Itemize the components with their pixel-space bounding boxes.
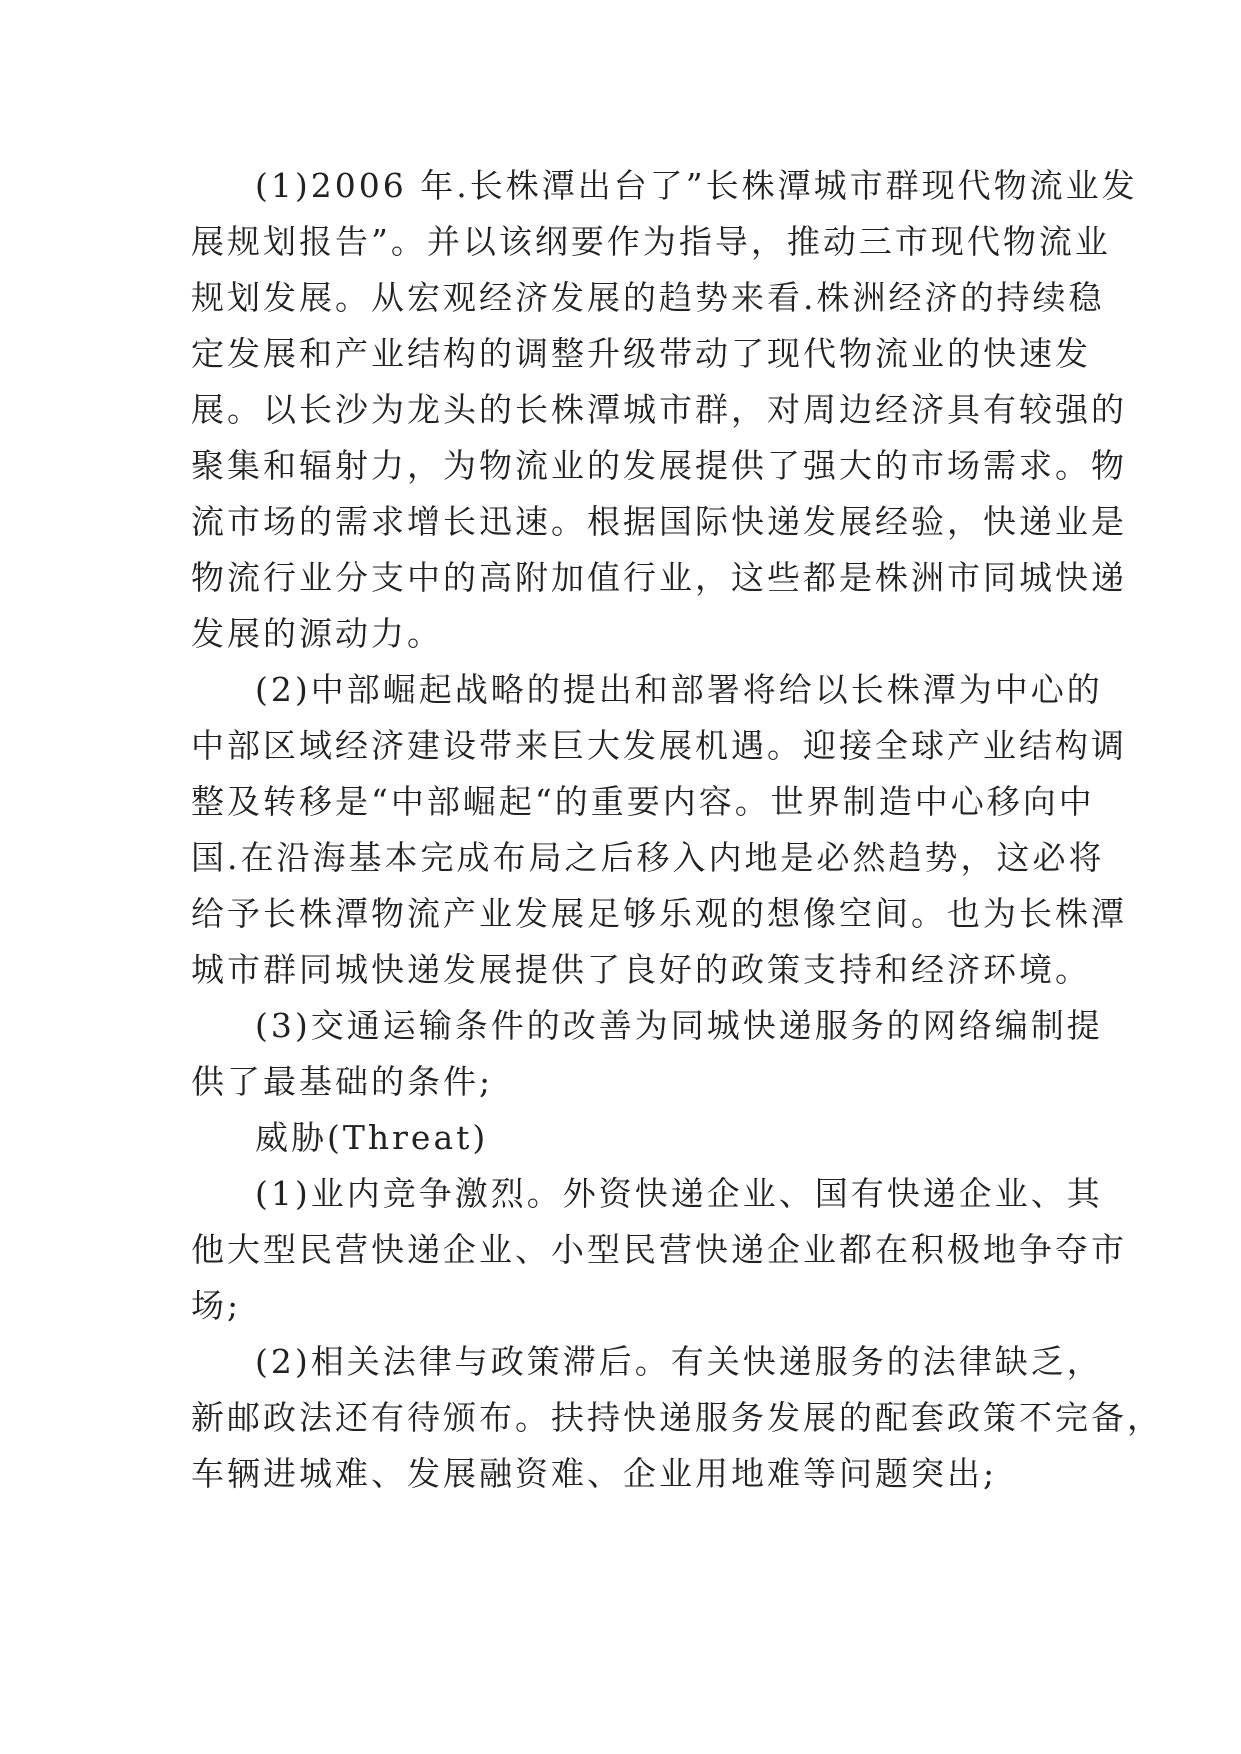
paragraph-threat-1	[191, 1166, 1127, 1334]
text-line: 物流行业分支中的高附加值行业，这些都是株洲市同城快递	[191, 558, 1127, 597]
text-line: 展规划报告”。并以该纲要作为指导，推动三市现代物流业	[191, 222, 1111, 261]
text-line: (2)中部崛起战略的提出和部署将给以长株潭为中心的	[255, 670, 1103, 709]
text-line: 整及转移是“中部崛起“的重要内容。世界制造中心移向中	[191, 782, 1095, 821]
paragraph-opportunity-2	[191, 662, 1127, 998]
text-line: 定发展和产业结构的调整升级带动了现代物流业的快速发	[191, 334, 1091, 373]
text-line: 城市群同城快递发展提供了良好的政策支持和经济环境。	[191, 950, 1091, 989]
paragraph-opportunity-1	[191, 158, 1138, 662]
text-line: (1)业内竞争激烈。外资快递企业、国有快递企业、其	[255, 1174, 1103, 1213]
text-line: 他大型民营快递企业、小型民营快递企业都在积极地争夺市	[191, 1230, 1127, 1269]
text-line: 流市场的需求增长迅速。根据国际快递发展经验，快递业是	[191, 502, 1127, 541]
text-line: (1)2006 年.长株潭出台了”长株潭城市群现代物流业发	[255, 166, 1138, 205]
text-line: 发展的源动力。	[191, 614, 443, 653]
text-line: 新邮政法还有待颁布。扶持快递服务发展的配套政策不完备，	[191, 1398, 1163, 1437]
text-line: 展。以长沙为龙头的长株潭城市群，对周边经济具有较强的	[191, 390, 1127, 429]
text-line: 威胁(Threat)	[255, 1118, 489, 1157]
text-line: 给予长株潭物流产业发展足够乐观的想像空间。也为长株潭	[191, 894, 1127, 933]
text-line: (2)相关法律与政策滞后。有关快递服务的法律缺乏，	[255, 1342, 1103, 1381]
document-body	[191, 158, 1163, 1502]
text-line: 车辆进城难、发展融资难、企业用地难等问题突出;	[191, 1454, 998, 1493]
paragraph-threat-2	[191, 1334, 1163, 1502]
section-heading-threat	[191, 1110, 1061, 1166]
text-line: (3)交通运输条件的改善为同城快递服务的网络编制提	[255, 1006, 1103, 1045]
text-line: 场;	[191, 1286, 242, 1325]
text-line: 聚集和辐射力，为物流业的发展提供了强大的市场需求。物	[191, 446, 1127, 485]
text-line: 供了最基础的条件;	[191, 1062, 494, 1101]
text-line: 中部区域经济建设带来巨大发展机遇。迎接全球产业结构调	[191, 726, 1127, 765]
text-line: 规划发展。从宏观经济发展的趋势来看.株洲经济的持续稳	[191, 278, 1105, 317]
paragraph-opportunity-3	[191, 998, 1103, 1110]
text-line: 国.在沿海基本完成布局之后移入内地是必然趋势，这必将	[191, 838, 1105, 877]
